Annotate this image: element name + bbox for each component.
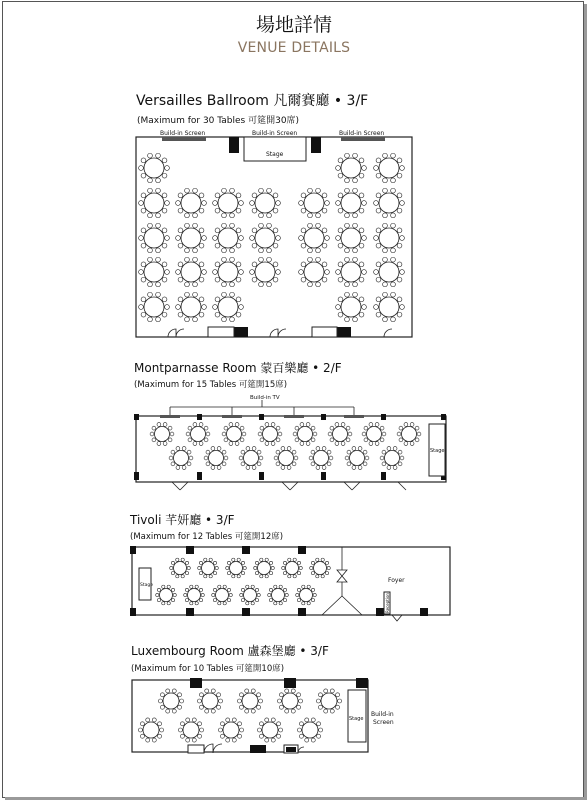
banquet-table xyxy=(184,585,205,605)
banquet-table xyxy=(186,423,210,446)
label-stage: Stage xyxy=(266,151,284,158)
banquet-table xyxy=(328,423,352,446)
label-build-in: Build-in xyxy=(371,711,394,718)
door-block xyxy=(312,327,337,337)
banquet-table xyxy=(310,558,331,578)
banquet-table xyxy=(218,718,243,742)
banquet-table xyxy=(316,689,341,713)
banquet-table xyxy=(274,447,298,470)
floor-plan-tivoli xyxy=(130,546,450,621)
banquet-table xyxy=(336,257,367,287)
banquet-table xyxy=(139,188,170,218)
banquet-table xyxy=(362,423,386,446)
door xyxy=(270,329,286,337)
banquet-table xyxy=(258,423,282,446)
banquet-table xyxy=(226,558,247,578)
room-title-tivoli: Tivoli 芊妍廳 • 3/F xyxy=(130,513,235,527)
tables-versailles xyxy=(139,153,405,322)
tv-bar xyxy=(160,415,180,418)
banquet-table xyxy=(336,292,367,322)
banquet-table xyxy=(139,153,170,183)
banquet-table xyxy=(139,257,170,287)
banquet-table xyxy=(297,718,322,742)
floor-plan-montparnasse xyxy=(134,395,446,490)
room-capacity-versailles: (Maximum for 30 Tables 可筵開30席) xyxy=(137,116,300,126)
build-in-screen-bar xyxy=(162,137,206,141)
tv-bar xyxy=(344,415,364,418)
banquet-table xyxy=(374,188,405,218)
banquet-table xyxy=(293,423,317,446)
pillar xyxy=(229,137,239,153)
banquet-table xyxy=(268,585,289,605)
banquet-table xyxy=(299,188,330,218)
banquet-table xyxy=(204,447,228,470)
banquet-table xyxy=(197,689,222,713)
banquet-table xyxy=(156,585,177,605)
banquet-table xyxy=(374,223,405,253)
banquet-table xyxy=(176,292,207,322)
label-build-in-screen: Build-in Screen xyxy=(252,130,298,137)
pillar xyxy=(311,137,321,153)
banquet-table xyxy=(237,689,262,713)
room-capacity-montparnasse: (Maximum for 15 Tables 可筵開15席) xyxy=(134,380,288,390)
banquet-table xyxy=(150,423,174,446)
banquet-table xyxy=(198,558,219,578)
label-foyer: Foyer xyxy=(388,577,405,584)
banquet-table xyxy=(250,188,281,218)
banquet-table xyxy=(257,718,282,742)
banquet-table xyxy=(239,447,263,470)
banquet-table xyxy=(169,447,193,470)
banquet-table xyxy=(170,558,191,578)
tables-luxembourg xyxy=(138,689,341,742)
banquet-table xyxy=(299,223,330,253)
tv-bar xyxy=(222,415,242,418)
banquet-table xyxy=(374,153,405,183)
banquet-table xyxy=(336,153,367,183)
banquet-table xyxy=(374,292,405,322)
banquet-table xyxy=(277,689,302,713)
banquet-table xyxy=(213,257,244,287)
banquet-table xyxy=(158,689,183,713)
banquet-table xyxy=(178,718,203,742)
label-stage: Stage xyxy=(430,448,445,454)
room-title-luxembourg: Luxembourg Room 盧森堡廳 • 3/F xyxy=(131,644,329,658)
banquet-table xyxy=(176,223,207,253)
label-build-in-tv: Build-in TV xyxy=(250,395,280,401)
banquet-table xyxy=(345,447,369,470)
banquet-table xyxy=(380,447,404,470)
banquet-table xyxy=(250,223,281,253)
door xyxy=(168,329,184,337)
banquet-table xyxy=(254,558,275,578)
tv-bar xyxy=(284,415,304,418)
banquet-table xyxy=(212,585,233,605)
banquet-table xyxy=(139,292,170,322)
label-reception: Reception xyxy=(385,593,390,613)
pillar xyxy=(234,327,248,337)
label-build-in-screen: Build-in Screen xyxy=(339,130,385,137)
banquet-table xyxy=(176,257,207,287)
banquet-table xyxy=(374,257,405,287)
door-block xyxy=(208,327,234,337)
banquet-table xyxy=(222,423,246,446)
floor-plan-versailles xyxy=(136,130,412,337)
banquet-table xyxy=(336,223,367,253)
banquet-table xyxy=(213,292,244,322)
page-title-english: VENUE DETAILS xyxy=(237,40,351,56)
banquet-table xyxy=(282,558,303,578)
banquet-table xyxy=(250,257,281,287)
banquet-table xyxy=(336,188,367,218)
room-capacity-luxembourg: (Maximum for 10 Tables 可筵開10席) xyxy=(131,664,285,674)
page-title-chinese: 場地詳情 xyxy=(255,14,332,36)
pillar xyxy=(337,327,351,337)
label-stage: Stage xyxy=(140,583,154,588)
build-in-screen-bar xyxy=(341,137,385,141)
banquet-table xyxy=(138,718,163,742)
room-title-montparnasse: Montparnasse Room 蒙百樂廳 • 2/F xyxy=(134,361,342,375)
tables-montparnasse xyxy=(150,423,421,470)
banquet-table xyxy=(213,223,244,253)
room-title-versailles: Versailles Ballroom 凡爾賽廳 • 3/F xyxy=(136,93,369,109)
tables-tivoli xyxy=(156,558,331,605)
banquet-table xyxy=(176,188,207,218)
label-stage: Stage xyxy=(349,716,364,722)
banquet-table xyxy=(299,257,330,287)
banquet-table xyxy=(296,585,317,605)
room-capacity-tivoli: (Maximum for 12 Tables 可筵開12席) xyxy=(130,532,284,542)
banquet-table xyxy=(397,423,421,446)
label-screen: Screen xyxy=(373,719,394,726)
door xyxy=(384,329,392,337)
floor-plan-luxembourg xyxy=(132,678,394,753)
banquet-table xyxy=(240,585,261,605)
banquet-table xyxy=(213,188,244,218)
label-build-in-screen: Build-in Screen xyxy=(160,130,206,137)
banquet-table xyxy=(309,447,333,470)
banquet-table xyxy=(139,223,170,253)
